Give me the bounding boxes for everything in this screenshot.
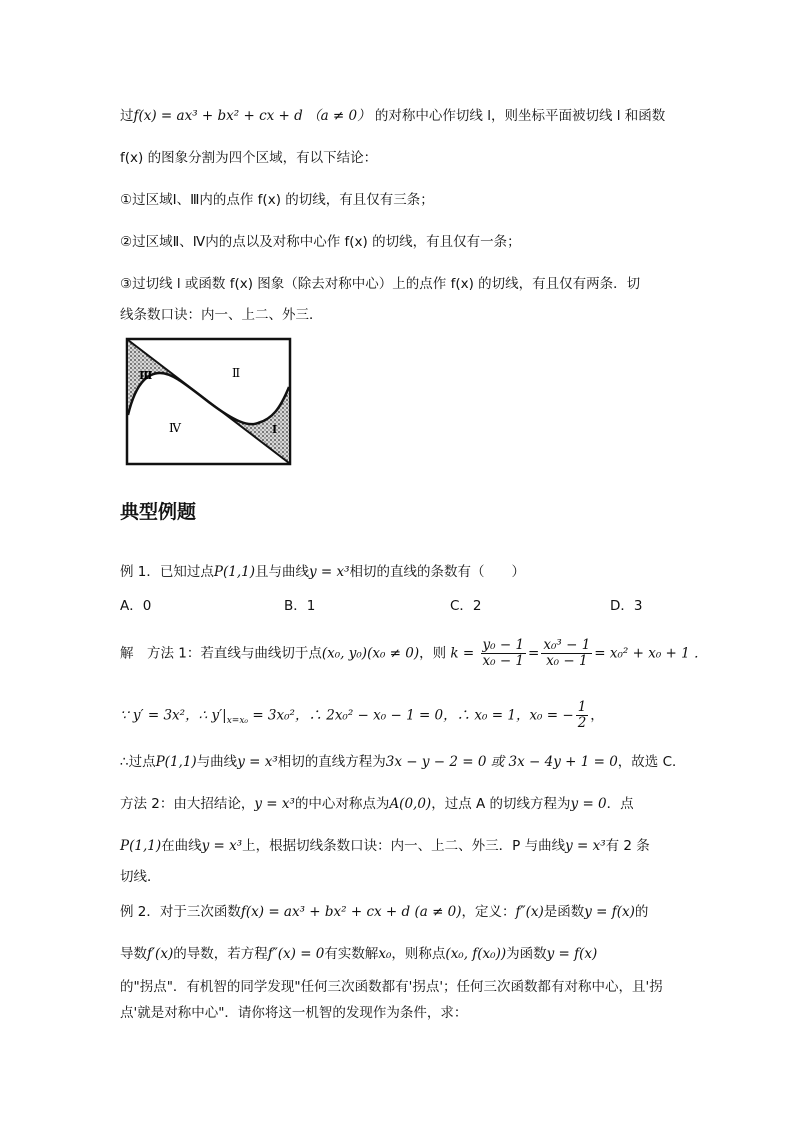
option-d: D．3 xyxy=(610,598,643,614)
concl-text-c: 相切的直线方程为 xyxy=(277,754,386,770)
cubic-formula: f(x) = ax³ + bx² + cx + d xyxy=(133,108,303,124)
section-title: 典型例题 xyxy=(120,501,197,523)
frac2-numerator: x₀³ − 1 xyxy=(543,637,591,653)
label-I: Ⅰ xyxy=(272,423,278,436)
option-c: C．2 xyxy=(450,598,482,614)
m2-tangent: y = 0 xyxy=(570,796,607,812)
slope-fraction-1 xyxy=(481,638,527,669)
ex2-second-deriv: f″(x) xyxy=(515,904,544,920)
conclusion-3a: ③过切线 l 或函数 f(x) 图象（除去对称中心）上的点作 f(x) 的切线，有且仅有两条．切 xyxy=(120,276,641,292)
method2-line-1 xyxy=(120,794,634,814)
ex2-l2-e: 为函数 xyxy=(506,946,547,962)
ex2-l2-b: 的导数，若方程 xyxy=(173,946,268,962)
intro-line-2: f(x) 的图象分割为四个区域，有以下结论： xyxy=(120,150,378,166)
m2-text-d: ．点 xyxy=(606,796,634,812)
ex2-text-d: 的 xyxy=(634,904,649,920)
ex2-text-c: 是函数 xyxy=(543,904,585,920)
ex2-point: (x₀, f(x₀)) xyxy=(445,946,507,962)
concl-text-b: 与曲线 xyxy=(196,754,238,770)
m2-point: P(1,1) xyxy=(120,838,162,854)
ex2-first-deriv: f′(x) xyxy=(147,946,174,962)
frac1-numerator: y₀ − 1 xyxy=(482,637,525,653)
ex2-l2-a: 导数 xyxy=(120,946,147,962)
half-denominator: 2 xyxy=(577,715,587,731)
m2-text-b: 的中心对称点为 xyxy=(294,796,390,812)
label-IV: Ⅳ xyxy=(169,421,181,435)
region-figure xyxy=(122,335,294,467)
m2-line2-b: 在曲线 xyxy=(161,838,202,854)
slope-k: k = xyxy=(450,645,475,662)
method2-line-2 xyxy=(120,836,650,856)
conclusion-2: ②过区域Ⅱ、Ⅳ内的点以及对称中心作 f(x) 的切线，有且仅有一条； xyxy=(120,234,521,250)
m2-line2-c: 上，根据切线条数口诀：内一、上二、外三．P 与曲线 xyxy=(242,838,566,854)
example2-line-1 xyxy=(120,902,648,922)
option-b: B．1 xyxy=(284,598,316,614)
stem-point: P(1,1) xyxy=(213,564,255,580)
example2-line-2 xyxy=(120,944,597,964)
m2-curve: y = x³ xyxy=(254,796,295,812)
intro-line-1 xyxy=(120,106,665,126)
derivative-a: ∵ y′ = 3x²，∴ y′| xyxy=(120,707,227,724)
concl-point: P(1,1) xyxy=(155,754,197,770)
ex2-text-b: ，定义： xyxy=(461,904,516,920)
ex2-root: x₀ xyxy=(378,946,392,962)
solution-line-2 xyxy=(120,700,604,731)
ex2-cubic: f(x) = ax³ + bx² + cx + d (a ≠ 0) xyxy=(240,904,462,920)
derivative-sub: x=x₀ xyxy=(226,716,249,727)
stem-curve: y = x³ xyxy=(308,564,350,580)
sol-text-b: ，则 xyxy=(419,645,447,662)
m2-line2-curve2: y = x³ xyxy=(565,838,606,854)
half-fraction xyxy=(576,700,589,731)
m2-line2-curve: y = x³ xyxy=(201,838,243,854)
solution-line-1: 解 方法 1：若直线与曲线切于点(x₀, y₀)(x₀ ≠ 0)，则 k = $\frac{\text{y₀ − 1}}{\text{x₀ − 1}}$ = $\frac{\text{x₀³ − 1}}{\text{x₀ − 1}}$ = x₀² + x₀ + 1 ． xyxy=(120,637,708,669)
half-numerator: 1 xyxy=(577,699,587,715)
conclusion-1: ①过区域Ⅰ、Ⅲ内的点作 f(x) 的切线，有且仅有三条； xyxy=(120,192,434,208)
m2-center: A(0,0) xyxy=(389,796,432,812)
label-II: Ⅱ xyxy=(232,366,241,380)
slope-tail: = x₀² + x₀ + 1 ． xyxy=(594,645,708,662)
stem-text-a: 例 1．已知过点 xyxy=(120,564,214,580)
label-III: Ⅲ xyxy=(139,369,153,382)
sol-text-a: 解 方法 1：若直线与曲线切于点 xyxy=(120,645,322,662)
m2-text-a: 方法 2：由大招结论， xyxy=(120,796,255,812)
sol-point: (x₀, y₀)(x₀ ≠ 0) xyxy=(321,645,420,662)
option-a: A．0 xyxy=(120,598,152,614)
ex2-function: y = f(x) xyxy=(584,904,635,920)
intro-text: 的对称中心作切线 l，则坐标平面被切线 l 和函数 xyxy=(374,108,666,124)
example2-line-3: 的"拐点"．有机智的同学发现"任何三次函数都有'拐点'；任何三次函数都有对称中心，且'拐 xyxy=(120,979,663,995)
derivative-b: = 3x₀²，∴ 2x₀² − x₀ − 1 = 0，∴ x₀ = 1，x₀ = − xyxy=(252,707,574,724)
frac1-denominator: x₀ − 1 xyxy=(482,653,525,669)
concl-curve: y = x³ xyxy=(237,754,278,770)
concl-text-d: ，故选 C． xyxy=(617,754,686,770)
ex2-equation: f″(x) = 0 xyxy=(267,946,325,962)
frac2-denominator: x₀ − 1 xyxy=(546,653,588,669)
intro-lead: 过 xyxy=(120,108,134,124)
m2-text-c: ，过点 A 的切线方程为 xyxy=(431,796,571,812)
tangent-equations: 3x − y − 2 = 0 或 3x − 4y + 1 = 0 xyxy=(385,754,618,770)
method2-line-3: 切线． xyxy=(120,869,161,885)
stem-text-b: 且与曲线 xyxy=(254,564,309,580)
condition: （a ≠ 0） xyxy=(307,108,371,124)
ex2-text-a: 例 2．对于三次函数 xyxy=(120,904,241,920)
stem-text-c: 相切的直线的条数有（ ） xyxy=(349,564,526,580)
solution-line-3 xyxy=(120,752,686,772)
ex2-l2-d: ，则称点 xyxy=(391,946,446,962)
ex2-l2-c: 有实数解 xyxy=(324,946,379,962)
concl-text-a: ∴过点 xyxy=(120,754,156,770)
example2-line-4: 点'就是对称中心"．请你将这一机智的发现作为条件，求： xyxy=(120,1005,468,1021)
derivative-end: ， xyxy=(590,707,604,724)
example1-stem xyxy=(120,562,525,582)
slope-fraction-2 xyxy=(541,638,592,669)
m2-line2-d: 有 2 条 xyxy=(605,838,650,854)
ex2-function-2: y = f(x) xyxy=(546,946,598,962)
conclusion-3b: 线条数口诀：内一、上二、外三． xyxy=(120,307,323,323)
